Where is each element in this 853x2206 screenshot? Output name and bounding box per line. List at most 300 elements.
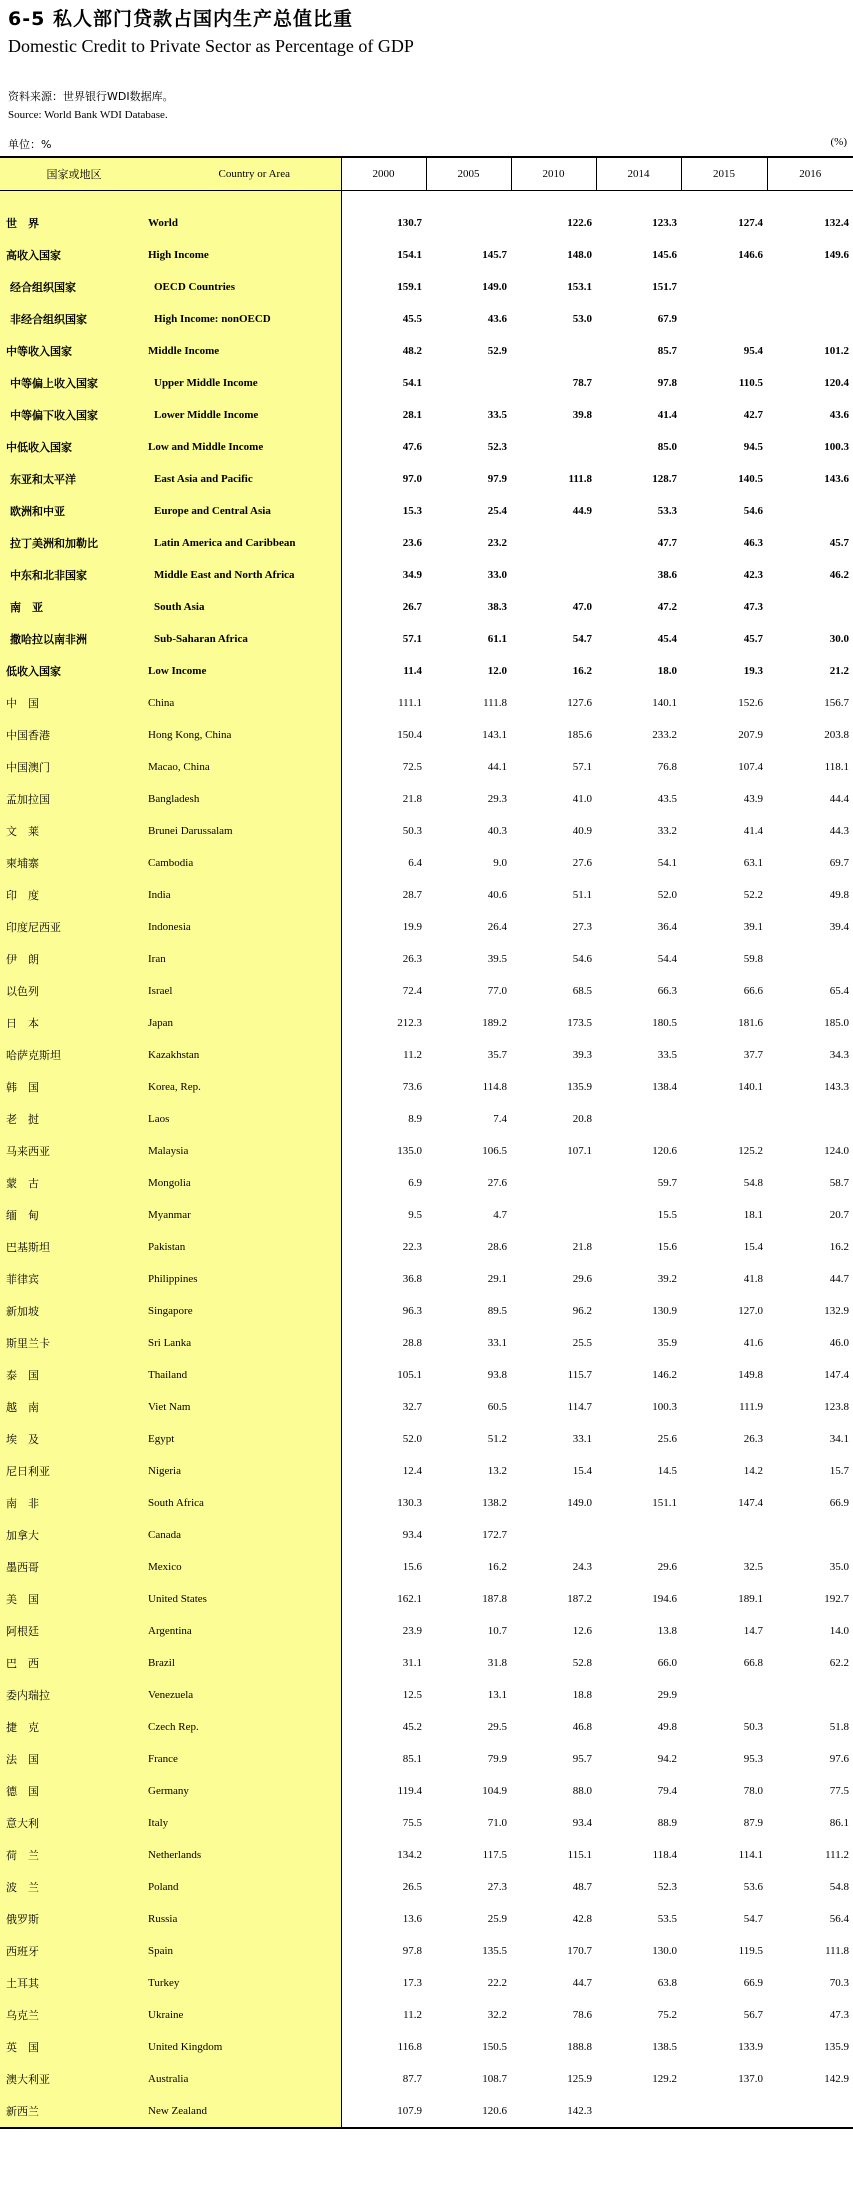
value-cell-2014: 41.4 — [657, 409, 677, 421]
value-cell-2005: 93.8 — [487, 1369, 507, 1381]
value-cell-2015: 147.4 — [738, 1497, 763, 1509]
value-cell-2015: 140.1 — [738, 1081, 763, 1093]
table-row — [0, 1679, 853, 1711]
value-cell-2014: 233.2 — [652, 729, 677, 741]
country-name-en: Poland — [148, 1881, 179, 1893]
country-name-cn: 中等偏上收入国家 — [10, 377, 98, 390]
table-row — [0, 559, 853, 591]
table-row — [0, 1775, 853, 1807]
country-name-cn: 越 南 — [6, 1401, 39, 1414]
country-column-header — [0, 157, 341, 191]
value-cell-2015: 110.5 — [738, 377, 763, 389]
value-cell-2010: 40.9 — [572, 825, 592, 837]
country-cell — [0, 1071, 341, 1103]
value-cell-2014: 85.7 — [657, 345, 677, 357]
value-cell-2015: 140.5 — [738, 473, 763, 485]
value-cell-2005: 71.0 — [487, 1817, 507, 1829]
table-row — [0, 687, 853, 719]
country-name-en: Netherlands — [148, 1849, 202, 1861]
value-cell-2015: 41.6 — [743, 1337, 763, 1349]
value-cell-2014: 29.9 — [657, 1689, 677, 1701]
country-name-en: Macao, China — [148, 761, 210, 773]
country-name-en: Pakistan — [148, 1241, 186, 1253]
value-cell-2015: 43.9 — [743, 793, 763, 805]
value-cell-2014: 38.6 — [657, 569, 677, 581]
table-row — [0, 1295, 853, 1327]
country-cell — [0, 1519, 341, 1551]
value-cell-2010: 68.5 — [572, 985, 592, 997]
value-cell-2010: 115.1 — [567, 1849, 592, 1861]
country-cell — [0, 2031, 341, 2063]
country-name-cn: 低收入国家 — [6, 665, 61, 678]
value-cell-2010: 125.9 — [567, 2073, 592, 2085]
value-cell-2016: 120.4 — [824, 377, 849, 389]
country-cell — [0, 495, 341, 527]
value-cell-2015: 114.1 — [738, 1849, 763, 1861]
country-cell — [0, 1295, 341, 1327]
value-cell-2000: 26.5 — [402, 1881, 422, 1893]
country-name-en: Europe and Central Asia — [154, 505, 271, 517]
value-cell-2010: 33.1 — [572, 1433, 592, 1445]
value-cell-2000: 134.2 — [397, 1849, 422, 1861]
value-cell-2015: 14.2 — [743, 1465, 763, 1477]
country-name-cn: 老 挝 — [6, 1113, 39, 1126]
value-cell-2016: 21.2 — [829, 665, 849, 677]
value-cell-2010: 115.7 — [567, 1369, 592, 1381]
value-cell-2000: 105.1 — [397, 1369, 422, 1381]
value-cell-2014: 13.8 — [657, 1625, 677, 1637]
value-cell-2005: 51.2 — [487, 1433, 507, 1445]
country-name-cn: 南 亚 — [10, 601, 43, 614]
country-cell — [0, 2063, 341, 2095]
spacer-cell — [0, 191, 341, 208]
value-cell-2000: 17.3 — [402, 1977, 422, 1989]
country-name-en: Brunei Darussalam — [148, 825, 233, 837]
country-cell — [0, 1711, 341, 1743]
value-cell-2000: 48.2 — [402, 345, 422, 357]
value-cell-2014: 75.2 — [657, 2009, 677, 2021]
country-name-cn: 柬埔寨 — [6, 857, 39, 870]
value-cell-2016: 14.0 — [829, 1625, 849, 1637]
value-cell-2014: 29.6 — [657, 1561, 677, 1573]
value-cell-2005: 27.3 — [487, 1881, 507, 1893]
value-cell-2015: 94.5 — [743, 441, 763, 453]
country-name-cn: 韩 国 — [6, 1081, 39, 1094]
value-cell-2014: 25.6 — [657, 1433, 677, 1445]
country-cell — [0, 1263, 341, 1295]
value-cell-2010: 25.5 — [572, 1337, 592, 1349]
value-cell-2016: 66.9 — [829, 1497, 849, 1509]
value-cell-2010 — [511, 431, 596, 463]
value-cell-2000: 34.9 — [402, 569, 422, 581]
value-cell-2005: 27.6 — [487, 1177, 507, 1189]
country-name-en: Lower Middle Income — [154, 409, 259, 421]
value-cell-2005: 33.1 — [487, 1337, 507, 1349]
table-row — [0, 1903, 853, 1935]
value-cell-2016: 143.6 — [824, 473, 849, 485]
value-cell-2005: 31.8 — [487, 1657, 507, 1669]
value-cell-2015: 26.3 — [743, 1433, 763, 1445]
value-cell-2010: 127.6 — [567, 697, 592, 709]
country-cell — [0, 559, 341, 591]
value-cell-2016 — [767, 1103, 853, 1135]
country-name-en: Israel — [148, 985, 173, 997]
country-cell — [0, 1743, 341, 1775]
country-name-cn: 孟加拉国 — [6, 793, 50, 806]
value-cell-2016: 47.3 — [829, 2009, 849, 2021]
value-cell-2005: 52.9 — [487, 345, 507, 357]
country-cell — [0, 1359, 341, 1391]
value-cell-2014: 53.5 — [657, 1913, 677, 1925]
country-name-en: Germany — [148, 1785, 189, 1797]
value-cell-2010: 29.6 — [572, 1273, 592, 1285]
value-cell-2016 — [767, 943, 853, 975]
value-cell-2016: 70.3 — [829, 1977, 849, 1989]
value-cell-2010: 54.7 — [572, 633, 592, 645]
value-cell-2010: 20.8 — [572, 1113, 592, 1125]
country-name-cn: 新加坡 — [6, 1305, 39, 1318]
value-cell-2015: 39.1 — [743, 921, 763, 933]
value-cell-2014: 53.3 — [657, 505, 677, 517]
value-cell-2015: 125.2 — [738, 1145, 763, 1157]
country-name-en: Malaysia — [148, 1145, 189, 1157]
value-cell-2014: 151.7 — [652, 281, 677, 293]
value-cell-2010: 122.6 — [567, 217, 592, 229]
country-name-cn: 美 国 — [6, 1593, 39, 1606]
value-cell-2016: 100.3 — [824, 441, 849, 453]
value-cell-2014: 54.4 — [657, 953, 677, 965]
value-cell-2016: 185.0 — [824, 1017, 849, 1029]
country-name-en: Mongolia — [148, 1177, 191, 1189]
value-cell-2016: 34.1 — [829, 1433, 849, 1445]
country-name-cn: 马来西亚 — [6, 1145, 50, 1158]
country-name-en: United Kingdom — [148, 2041, 223, 2053]
value-cell-2016: 56.4 — [829, 1913, 849, 1925]
value-cell-2015: 37.7 — [743, 1049, 763, 1061]
table-row — [0, 1327, 853, 1359]
value-cell-2010: 173.5 — [567, 1017, 592, 1029]
value-cell-2005: 77.0 — [487, 985, 507, 997]
value-cell-2005: 104.9 — [482, 1785, 507, 1797]
value-cell-2015: 50.3 — [743, 1721, 763, 1733]
value-cell-2014: 45.4 — [657, 633, 677, 645]
value-cell-2010: 46.8 — [572, 1721, 592, 1733]
value-cell-2000: 28.8 — [402, 1337, 422, 1349]
country-name-cn: 德 国 — [6, 1785, 39, 1798]
table-row — [0, 1583, 853, 1615]
value-cell-2000: 45.2 — [402, 1721, 422, 1733]
value-cell-2010: 185.6 — [567, 729, 592, 741]
country-name-en: Middle East and North Africa — [154, 569, 295, 581]
table-row — [0, 495, 853, 527]
value-cell-2014: 151.1 — [652, 1497, 677, 1509]
country-name-cn: 以色列 — [6, 985, 39, 998]
country-name-en: India — [148, 889, 171, 901]
value-cell-2010 — [511, 335, 596, 367]
value-cell-2005: 29.1 — [487, 1273, 507, 1285]
value-cell-2005: 172.7 — [482, 1529, 507, 1541]
country-name-en: Venezuela — [148, 1689, 194, 1701]
value-cell-2000: 23.6 — [402, 537, 422, 549]
value-cell-2010: 187.2 — [567, 1593, 592, 1605]
value-cell-2015: 149.8 — [738, 1369, 763, 1381]
value-cell-2005: 13.1 — [487, 1689, 507, 1701]
value-cell-2000: 28.7 — [402, 889, 422, 901]
country-name-cn: 捷 克 — [6, 1721, 39, 1734]
table-row — [0, 431, 853, 463]
country-name-cn: 文 莱 — [6, 825, 39, 838]
value-cell-2016: 132.9 — [824, 1305, 849, 1317]
value-cell-2005: 143.1 — [482, 729, 507, 741]
country-cell — [0, 335, 341, 367]
country-name-en: Middle Income — [148, 345, 220, 357]
value-cell-2014: 47.2 — [657, 601, 677, 613]
value-cell-2016: 44.3 — [829, 825, 849, 837]
value-cell-2016: 124.0 — [824, 1145, 849, 1157]
country-cell — [0, 1615, 341, 1647]
country-name-en: High Income — [148, 249, 209, 261]
value-cell-2005: 145.7 — [482, 249, 507, 261]
country-name-en: World — [148, 217, 178, 229]
country-cell — [0, 655, 341, 687]
country-cell — [0, 1999, 341, 2031]
country-name-en: Mexico — [148, 1561, 182, 1573]
value-cell-2005: 23.2 — [487, 537, 507, 549]
table-row — [0, 2063, 853, 2095]
value-cell-2016: 44.4 — [829, 793, 849, 805]
value-cell-2000: 45.5 — [402, 313, 422, 325]
country-name-cn: 欧洲和中亚 — [10, 505, 65, 518]
value-cell-2014: 97.8 — [657, 377, 677, 389]
value-cell-2010: 148.0 — [567, 249, 592, 261]
value-cell-2015: 52.2 — [743, 889, 763, 901]
country-name-cn: 意大利 — [6, 1817, 39, 1830]
value-cell-2016: 54.8 — [829, 1881, 849, 1893]
value-cell-2016: 69.7 — [829, 857, 849, 869]
table-row — [0, 655, 853, 687]
table-row — [0, 1455, 853, 1487]
value-cell-2010: 27.3 — [572, 921, 592, 933]
table-row — [0, 1935, 853, 1967]
table-row — [0, 399, 853, 431]
country-cell — [0, 1167, 341, 1199]
country-name-cn: 东亚和太平洋 — [10, 473, 76, 486]
value-cell-2016: 34.3 — [829, 1049, 849, 1061]
value-cell-2005: 61.1 — [487, 633, 507, 645]
value-cell-2014: 66.3 — [657, 985, 677, 997]
country-cell — [0, 271, 341, 303]
value-cell-2005: 38.3 — [487, 601, 507, 613]
value-cell-2015 — [681, 1519, 767, 1551]
value-cell-2010: 149.0 — [567, 1497, 592, 1509]
value-cell-2014: 49.8 — [657, 1721, 677, 1733]
country-name-en: Bangladesh — [148, 793, 200, 805]
country-name-cn: 拉丁美洲和加勒比 — [10, 537, 98, 550]
country-name-en: Sri Lanka — [148, 1337, 192, 1349]
value-cell-2016: 39.4 — [829, 921, 849, 933]
country-name-cn: 中东和北非国家 — [10, 569, 87, 582]
country-name-cn: 加拿大 — [6, 1529, 39, 1542]
value-cell-2014: 120.6 — [652, 1145, 677, 1157]
value-cell-2015: 42.7 — [743, 409, 763, 421]
table-row — [0, 1967, 853, 1999]
value-cell-2014: 35.9 — [657, 1337, 677, 1349]
year-header: 2014 — [596, 157, 681, 191]
table-row — [0, 1103, 853, 1135]
value-cell-2000: 32.7 — [402, 1401, 422, 1413]
value-cell-2010: 27.6 — [572, 857, 592, 869]
country-cell — [0, 1839, 341, 1871]
country-cell — [0, 1039, 341, 1071]
value-cell-2016: 149.6 — [824, 249, 849, 261]
year-header: 2016 — [767, 157, 853, 191]
country-cell — [0, 1423, 341, 1455]
table-row — [0, 1423, 853, 1455]
value-cell-2010 — [511, 1167, 596, 1199]
value-cell-2016: 16.2 — [829, 1241, 849, 1253]
value-cell-2015: 119.5 — [738, 1945, 763, 1957]
value-cell-2016 — [767, 591, 853, 623]
value-cell-2016: 30.0 — [829, 633, 849, 645]
country-name-en: Korea, Rep. — [148, 1081, 201, 1093]
table-row — [0, 463, 853, 495]
value-cell-2014: 18.0 — [657, 665, 677, 677]
value-cell-2005: 111.8 — [483, 697, 507, 709]
value-cell-2010: 107.1 — [567, 1145, 592, 1157]
value-cell-2016: 135.9 — [824, 2041, 849, 2053]
value-cell-2000: 96.3 — [402, 1305, 422, 1317]
country-name-cn: 阿根廷 — [6, 1625, 39, 1638]
table-row — [0, 1743, 853, 1775]
value-cell-2010: 93.4 — [572, 1817, 592, 1829]
value-cell-2000: 85.1 — [402, 1753, 422, 1765]
value-cell-2010: 44.9 — [572, 505, 592, 517]
country-cell — [0, 879, 341, 911]
value-cell-2005: 25.4 — [487, 505, 507, 517]
value-cell-2000: 75.5 — [402, 1817, 422, 1829]
value-cell-2016: 46.2 — [829, 569, 849, 581]
table-row — [0, 1167, 853, 1199]
value-cell-2015: 181.6 — [738, 1017, 763, 1029]
value-cell-2000: 26.3 — [402, 953, 422, 965]
country-name-en: High Income: nonOECD — [154, 313, 271, 325]
value-cell-2000: 6.9 — [408, 1177, 422, 1189]
table-row — [0, 1839, 853, 1871]
value-cell-2010: 88.0 — [572, 1785, 592, 1797]
value-cell-2015: 133.9 — [738, 2041, 763, 2053]
value-cell-2016: 111.8 — [825, 1945, 849, 1957]
country-name-cn: 波 兰 — [6, 1881, 39, 1894]
value-cell-2015: 54.8 — [743, 1177, 763, 1189]
country-cell — [0, 623, 341, 655]
value-cell-2015: 207.9 — [738, 729, 763, 741]
value-cell-2015 — [681, 1679, 767, 1711]
table-row — [0, 975, 853, 1007]
value-cell-2010: 42.8 — [572, 1913, 592, 1925]
country-name-cn: 土耳其 — [6, 1977, 39, 1990]
value-cell-2000: 162.1 — [397, 1593, 422, 1605]
table-row — [0, 1263, 853, 1295]
value-cell-2000: 11.4 — [403, 665, 422, 677]
value-cell-2010: 95.7 — [572, 1753, 592, 1765]
value-cell-2015: 66.8 — [743, 1657, 763, 1669]
country-name-cn: 西班牙 — [6, 1945, 39, 1958]
value-cell-2014: 130.0 — [652, 1945, 677, 1957]
country-cell — [0, 1551, 341, 1583]
country-cell — [0, 719, 341, 751]
country-name-en: Cambodia — [148, 857, 194, 869]
value-cell-2000: 57.1 — [402, 633, 422, 645]
value-cell-2000: 72.5 — [402, 761, 422, 773]
country-name-en: Ukraine — [148, 2009, 184, 2021]
value-cell-2014: 94.2 — [657, 1753, 677, 1765]
table-row — [0, 1071, 853, 1103]
country-cell — [0, 847, 341, 879]
country-name-cn: 南 非 — [6, 1497, 39, 1510]
country-name-cn: 英 国 — [6, 2041, 39, 2054]
table-row — [0, 847, 853, 879]
value-cell-2005: 25.9 — [487, 1913, 507, 1925]
country-name-en: Laos — [148, 1113, 170, 1125]
value-cell-2014 — [596, 2095, 681, 2128]
country-cell — [0, 1935, 341, 1967]
value-cell-2010: 53.0 — [572, 313, 592, 325]
value-cell-2010: 78.6 — [572, 2009, 592, 2021]
value-cell-2005: 40.6 — [487, 889, 507, 901]
country-name-cn: 中国澳门 — [6, 761, 50, 774]
value-cell-2014: 33.2 — [657, 825, 677, 837]
value-cell-2000: 73.6 — [402, 1081, 422, 1093]
value-cell-2000: 26.7 — [402, 601, 422, 613]
value-cell-2005: 106.5 — [482, 1145, 507, 1157]
value-cell-2014: 138.5 — [652, 2041, 677, 2053]
value-cell-2005: 43.6 — [487, 313, 507, 325]
value-cell-2015: 15.4 — [743, 1241, 763, 1253]
country-cell — [0, 431, 341, 463]
value-cell-2005 — [426, 367, 511, 399]
value-cell-2000: 6.4 — [408, 857, 422, 869]
country-cell — [0, 943, 341, 975]
table-row — [0, 911, 853, 943]
value-cell-2010: 57.1 — [572, 761, 592, 773]
value-cell-2005: 60.5 — [487, 1401, 507, 1413]
country-name-en: Philippines — [148, 1273, 198, 1285]
value-cell-2014: 123.3 — [652, 217, 677, 229]
country-name-cn: 高收入国家 — [6, 249, 61, 262]
value-cell-2014: 138.4 — [652, 1081, 677, 1093]
country-name-en: Russia — [148, 1913, 178, 1925]
country-name-en: OECD Countries — [154, 281, 235, 293]
value-cell-2015: 137.0 — [738, 2073, 763, 2085]
country-name-en: Kazakhstan — [148, 1049, 200, 1061]
country-cell — [0, 1327, 341, 1359]
country-name-en: Spain — [148, 1945, 174, 1957]
value-cell-2005: 150.5 — [482, 2041, 507, 2053]
value-cell-2005: 187.8 — [482, 1593, 507, 1605]
value-cell-2014: 140.1 — [652, 697, 677, 709]
country-name-en: Latin America and Caribbean — [154, 537, 296, 549]
country-cell — [0, 1871, 341, 1903]
country-name-en: Australia — [148, 2073, 189, 2085]
table-row — [0, 1807, 853, 1839]
value-cell-2005: 120.6 — [426, 2095, 511, 2128]
table-row — [0, 1519, 853, 1551]
value-cell-2000: 22.3 — [402, 1241, 422, 1253]
value-cell-2000: 50.3 — [402, 825, 422, 837]
value-cell-2010: 24.3 — [572, 1561, 592, 1573]
country-name-en: South Africa — [148, 1497, 204, 1509]
country-cell — [0, 687, 341, 719]
